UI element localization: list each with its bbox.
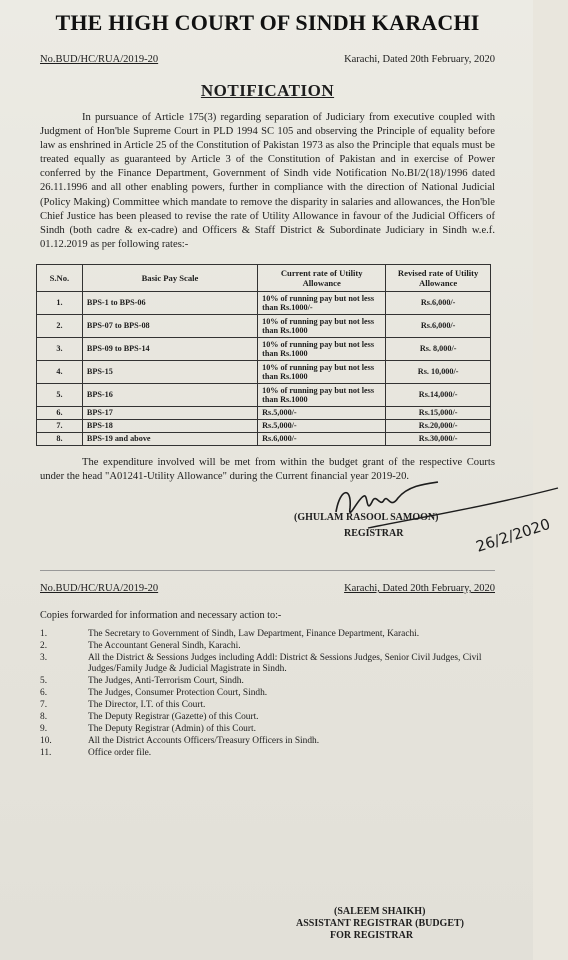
copies-list	[40, 629, 495, 760]
list-item: 6. The Judges, Consumer Protection Court, Sindh.	[40, 688, 268, 699]
table-row	[37, 432, 491, 445]
cell-revised: Rs. 8,000/-	[386, 337, 491, 360]
notification-body: In pursuance of Article 175(3) regarding separation of Judiciary from executive coupled with Judgment of Hon'ble Supreme Court in PLD 1994 SC 105 and observing the Principle of equality before law as enshrined in Article 25 of the Constitution of Pakistan 1973 as also the Principle that equals must be treated equally as guaranteed by Article 3 of the Constitution of Pakistan and in exercise of Power conferred by the Finance Department, Government of Sindh vide Notification No.BI/2(18)/1996 dated 26.11.1996 and all other enabling powers, further in compliance with the direction of National Judicial (Policy Making) Committee which mandate to remove the disparity in salaries and allowances, the Hon'ble Chief Justice has been pleased to revise the rate of Utility Allowance in favour of the Judicial Officers of Sindh (both cadre & ex-cadre) and Officers & Staff District & Subordinate Judiciary in Sindh w.e.f. 01.12.2019 as per following rates:-	[40, 112, 495, 250]
registrar-signature-block	[40, 484, 553, 556]
cell-current: 10% of running pay but not less than Rs.1000	[258, 337, 386, 360]
table-row	[37, 360, 491, 383]
second-reference-number: No.BUD/HC/RUA/2019-20	[40, 582, 159, 594]
header-sno: S.No.	[37, 264, 83, 291]
assistant-registrar-block	[296, 906, 464, 942]
cell-scale: BPS-19 and above	[82, 432, 257, 445]
cell-revised: Rs.15,000/-	[386, 406, 491, 419]
table-row	[37, 291, 491, 314]
cell-sno: 4.	[37, 360, 83, 383]
list-item: 3. All the District & Sessions Judges including Addl: District & Sessions Judges, Senior Civil Judges, Civil Judges/Family Judge & Judicial Magistrate in Sindh.	[40, 652, 482, 675]
reference-number: No.BUD/HC/RUA/2019-20	[40, 54, 159, 65]
cell-revised: Rs.6,000/-	[386, 314, 491, 337]
list-item: 11. Office order file.	[40, 748, 152, 759]
expenditure-note: The expenditure involved will be met from within the budget grant of the respective Courts under the head "A01241-Utility Allowance" during the Current financial year 2019-20.	[40, 456, 495, 482]
table-row	[37, 419, 491, 432]
reference-row	[40, 54, 495, 65]
cell-current: Rs.6,000/-	[258, 432, 386, 445]
cell-sno: 1.	[37, 291, 83, 314]
header-current-rate: Current rate of Utility Allowance	[258, 264, 386, 291]
cell-sno: 2.	[37, 314, 83, 337]
cell-sno: 3.	[37, 337, 83, 360]
list-item: 10. All the District Accounts Officers/Treasury Officers in Sindh.	[40, 736, 320, 747]
table-row	[37, 406, 491, 419]
cell-revised: Rs.14,000/-	[386, 383, 491, 406]
cell-sno: 7.	[37, 419, 83, 432]
footer-name: (SALEEM SHAIKH)	[334, 906, 426, 917]
table-row	[37, 314, 491, 337]
copies-intro: Copies forwarded for information and necessary action to:-	[40, 609, 282, 621]
cell-scale: BPS-15	[82, 360, 257, 383]
list-item: 5. The Judges, Anti-Terrorism Court, Sindh.	[40, 676, 244, 687]
court-title: THE HIGH COURT OF SINDH KARACHI	[55, 10, 480, 35]
footer-title: ASSISTANT REGISTRAR (BUDGET)	[296, 918, 465, 929]
cell-current: 10% of running pay but not less than Rs.1000/-	[258, 291, 386, 314]
cell-scale: BPS-17	[82, 406, 257, 419]
cell-revised: Rs. 10,000/-	[386, 360, 491, 383]
list-item: 7. The Director, I.T. of this Court.	[40, 700, 206, 711]
second-date-line: Karachi, Dated 20th February, 2020	[344, 582, 495, 594]
table-row	[37, 383, 491, 406]
cell-current: 10% of running pay but not less than Rs.1000	[258, 360, 386, 383]
cell-sno: 5.	[37, 383, 83, 406]
signatory-name: (GHULAM RASOOL SAMOON)	[294, 511, 439, 523]
cell-current: Rs.5,000/-	[258, 419, 386, 432]
cell-scale: BPS-09 to BPS-14	[82, 337, 257, 360]
notification-title: NOTIFICATION	[200, 81, 335, 100]
cell-revised: Rs.20,000/-	[386, 419, 491, 432]
date-line: Karachi, Dated 20th February, 2020	[344, 54, 495, 65]
cell-scale: BPS-18	[82, 419, 257, 432]
cell-sno: 6.	[37, 406, 83, 419]
signatory-title: REGISTRAR	[344, 527, 404, 539]
list-item: 2. The Accountant General Sindh, Karachi.	[40, 640, 241, 651]
second-reference-row	[40, 583, 495, 594]
cell-current: Rs.5,000/-	[258, 406, 386, 419]
cell-current: 10% of running pay but not less than Rs.1000	[258, 314, 386, 337]
footer-for-line: FOR REGISTRAR	[330, 930, 414, 941]
table-header-row	[37, 264, 491, 291]
utility-allowance-table	[36, 264, 491, 446]
handwritten-date: 26/2/2020	[473, 514, 553, 556]
section-divider	[40, 570, 495, 571]
table-row	[37, 337, 491, 360]
list-item: 9. The Deputy Registrar (Admin) of this Court.	[40, 724, 256, 735]
cell-sno: 8.	[37, 432, 83, 445]
list-item: 8. The Deputy Registrar (Gazette) of this Court.	[40, 712, 259, 723]
cell-revised: Rs.6,000/-	[386, 291, 491, 314]
header-revised-rate: Revised rate of Utility Allowance	[386, 264, 491, 291]
cell-current: 10% of running pay but not less than Rs.1000	[258, 383, 386, 406]
cell-scale: BPS-16	[82, 383, 257, 406]
cell-revised: Rs.30,000/-	[386, 432, 491, 445]
cell-scale: BPS-07 to BPS-08	[82, 314, 257, 337]
list-item: 1. The Secretary to Government of Sindh, Law Department, Finance Department, Karachi.	[40, 628, 420, 639]
header-pay-scale: Basic Pay Scale	[82, 264, 257, 291]
cell-scale: BPS-1 to BPS-06	[82, 291, 257, 314]
